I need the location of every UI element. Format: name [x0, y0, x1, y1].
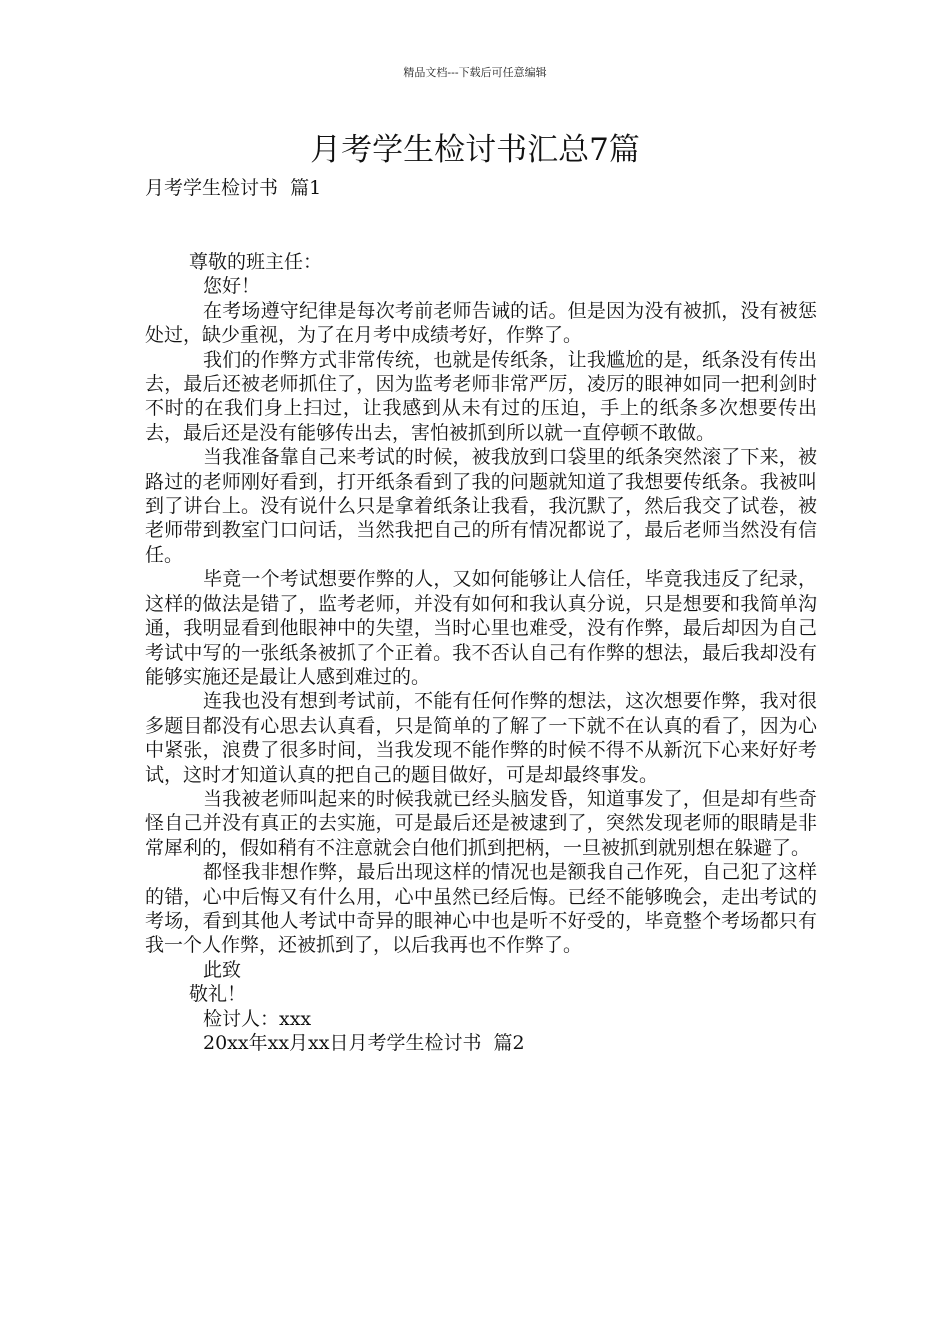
closing-respect: 此致	[203, 958, 242, 981]
date-and-next-heading: 20xx年xx月xx日月考学生检讨书 篇2	[203, 1032, 525, 1054]
paragraph: 毕竟一个考试想要作弊的人，又如何能够让人信任，毕竟我违反了纪录，这样的做法是错了，监考老师，并没有如何和我认真分说，只是想要和我简单沟通，我明显看到他眼神中的失望，当时心里也难受，没有作弊，最后却因为自己考试中写的一张纸条被抓了个正着。我不否认自己有作弊的想法，最后我却没有能够实施还是最让人感到难过的。	[145, 568, 817, 688]
page-header-note: 精品文档---下载后可任意编辑	[403, 66, 547, 79]
salutation: 尊敬的班主任：	[189, 251, 323, 273]
paragraph: 我们的作弊方式非常传统，也就是传纸条，让我尴尬的是，纸条没有传出去，最后还被老师抓住了，因为监考老师非常严厉，凌厉的眼神如同一把利剑时不时的在我们身上扫过，让我感到从未有过的压迫，手上的纸条多次想要传出去，最后还是没有能够传出去，害怕被抓到所以就一直停顿不敢做。	[145, 348, 817, 444]
paragraph: 都怪我非想作弊，最后出现这样的情况也是额我自己作死，自己犯了这样的错，心中后悔又有什么用，心中虽然已经后悔。已经不能够晚会，走出考试的考场，看到其他人考试中奇异的眼神心中也是听不好受的，毕竟整个考场都只有我一个人作弊，还被抓到了，以后我再也不作弊了。	[145, 861, 817, 957]
section-heading: 月考学生检讨书 篇1	[145, 177, 322, 199]
paragraph: 在考场遵守纪律是每次考前老师告诫的话。但是因为没有被抓，没有被惩处过，缺少重视，为了在月考中成绩考好，作弊了。	[145, 299, 817, 347]
signer-line: 检讨人：xxx	[203, 1007, 312, 1030]
greeting: 您好！	[203, 275, 261, 298]
letter-body	[145, 250, 817, 1055]
closing-salute: 敬礼！	[189, 983, 247, 1006]
paragraph: 当我准备靠自己来考试的时候，被我放到口袋里的纸条突然滚了下来，被路过的老师刚好看到，打开纸条看到了我的问题就知道了我想要传纸条。我被叫到了讲台上。没有说什么只是拿着纸条让我看，我沉默了，然后我交了试卷，被老师带到教室门口问话，当然我把自己的所有情况都说了，最后老师当然没有信任。	[145, 446, 817, 566]
paragraph: 连我也没有想到考试前，不能有任何作弊的想法，这次想要作弊，我对很多题目都没有心思去认真看，只是简单的了解了一下就不在认真的看了，因为心中紧张，浪费了很多时间，当我发现不能作弊的时候不得不从新沉下心来好好考试，这时才知道认真的把自己的题目做好，可是却最终事发。	[145, 690, 817, 786]
document-title: 月考学生检讨书汇总7篇	[310, 132, 640, 168]
paragraph: 当我被老师叫起来的时候我就已经头脑发昏，知道事发了，但是却有些奇怪自己并没有真正的去实施，可是最后还是被逮到了，突然发现老师的眼睛是非常犀利的，假如稍有不注意就会白他们抓到把柄，一旦被抓到就别想在躲避了。	[145, 787, 817, 859]
